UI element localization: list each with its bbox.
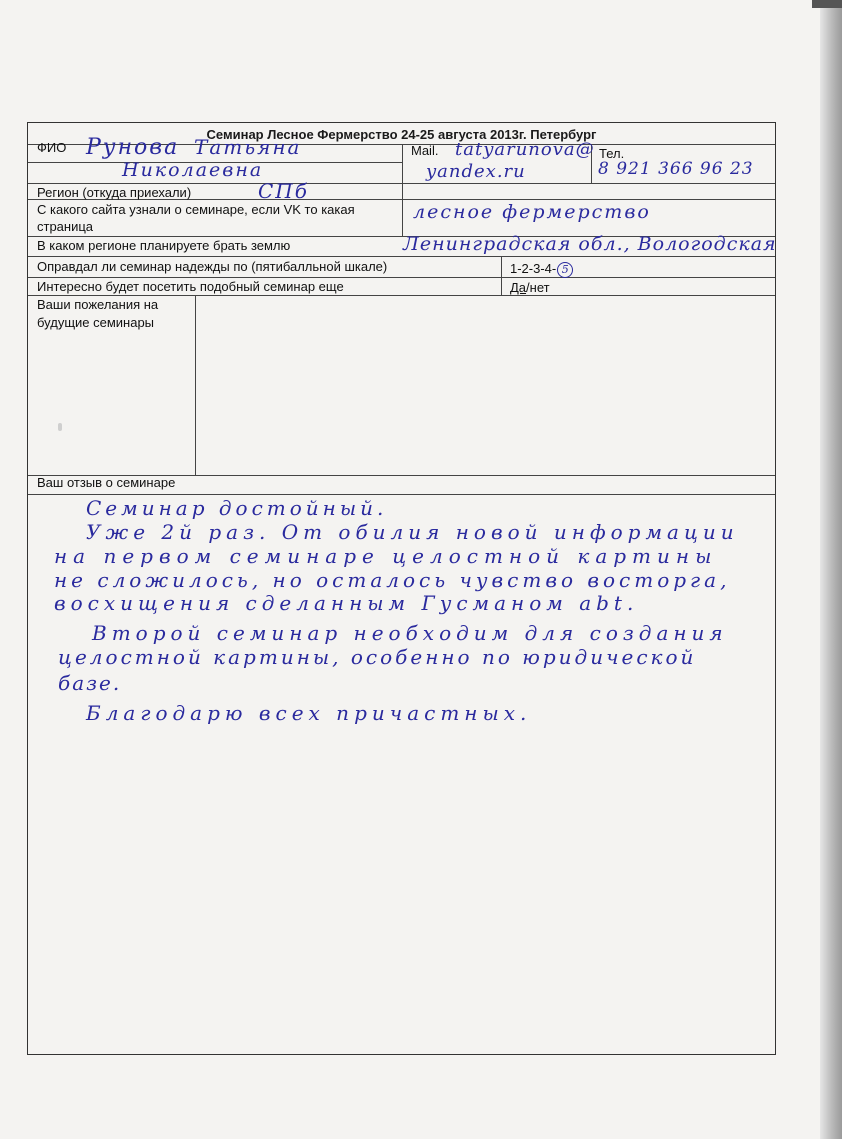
label-region: Регион (откуда приехали): [37, 185, 192, 200]
form-title: Семинар Лесное Фермерство 24-25 августа 2013г. Петербург: [206, 127, 597, 142]
handwritten-first-name: Татьяна: [194, 135, 302, 159]
review-line: базе.: [58, 671, 122, 695]
label-review: Ваш отзыв о семинаре: [37, 475, 176, 490]
review-line: Благодарю всех причастных.: [86, 701, 532, 725]
review-line: Семинар достойный.: [86, 496, 388, 520]
review-line: на первом семинаре целостной картины: [54, 544, 718, 568]
column-divider: [195, 295, 196, 475]
handwritten-land-region: Ленинградская обл., Вологодская: [403, 233, 777, 255]
review-line: Уже 2й раз. От обилия новой информации: [86, 520, 739, 544]
scan-corner-mark: [812, 0, 842, 8]
review-line: не сложилось, но осталось чувство восторга,: [54, 568, 731, 592]
label-wishes-line1: Ваши пожелания на: [37, 297, 159, 312]
row-divider: [28, 494, 775, 495]
review-line: целостной картины, особенно по юридической: [58, 645, 697, 669]
row-divider: [28, 256, 775, 257]
handwritten-phone: 8 921 366 96 23: [598, 159, 754, 179]
label-expectations: Оправдал ли семинар надежды по (пятибалльной шкале): [37, 259, 388, 274]
rating-selected-circle: 5: [557, 262, 573, 278]
handwritten-region: СПб: [258, 179, 309, 203]
handwritten-email-line2: yandex.ru: [426, 161, 526, 182]
label-land-region: В каком регионе планируете брать землю: [37, 238, 291, 253]
label-source-line2: страница: [37, 219, 94, 234]
column-divider: [501, 256, 502, 295]
column-divider: [402, 144, 403, 236]
label-fio: ФИО: [37, 140, 67, 155]
label-interest: Интересно будет посетить подобный семинар еще: [37, 279, 344, 294]
answer-yes: Да: [510, 280, 527, 295]
answer-no: нет: [529, 280, 550, 295]
label-wishes-line2: будущие семинары: [37, 315, 155, 330]
row-divider: [28, 277, 775, 278]
handwritten-email-line1: tatyarunova@: [455, 139, 595, 160]
review-line: Второй семинар необходим для создания: [92, 621, 728, 645]
handwritten-source: лесное фермерство: [413, 201, 651, 223]
label-source-line1: С какого сайта узнали о семинаре, если VK то какая: [37, 202, 355, 217]
feedback-form: [27, 122, 776, 1055]
answer-separator: /: [526, 280, 530, 295]
rating-options: 1-2-3-4-: [510, 261, 557, 276]
scan-page-edge: [820, 0, 842, 1139]
label-phone: Тел.: [599, 146, 625, 161]
rating-scale: [510, 261, 573, 278]
label-mail: Mail.: [411, 143, 439, 158]
review-line: восхищения сделанным Гусманом abt.: [54, 591, 639, 615]
interest-answer: [510, 280, 550, 296]
handwritten-surname: Рунова: [86, 135, 180, 160]
handwritten-patronymic: Николаевна: [122, 159, 264, 181]
row-divider: [28, 295, 775, 296]
